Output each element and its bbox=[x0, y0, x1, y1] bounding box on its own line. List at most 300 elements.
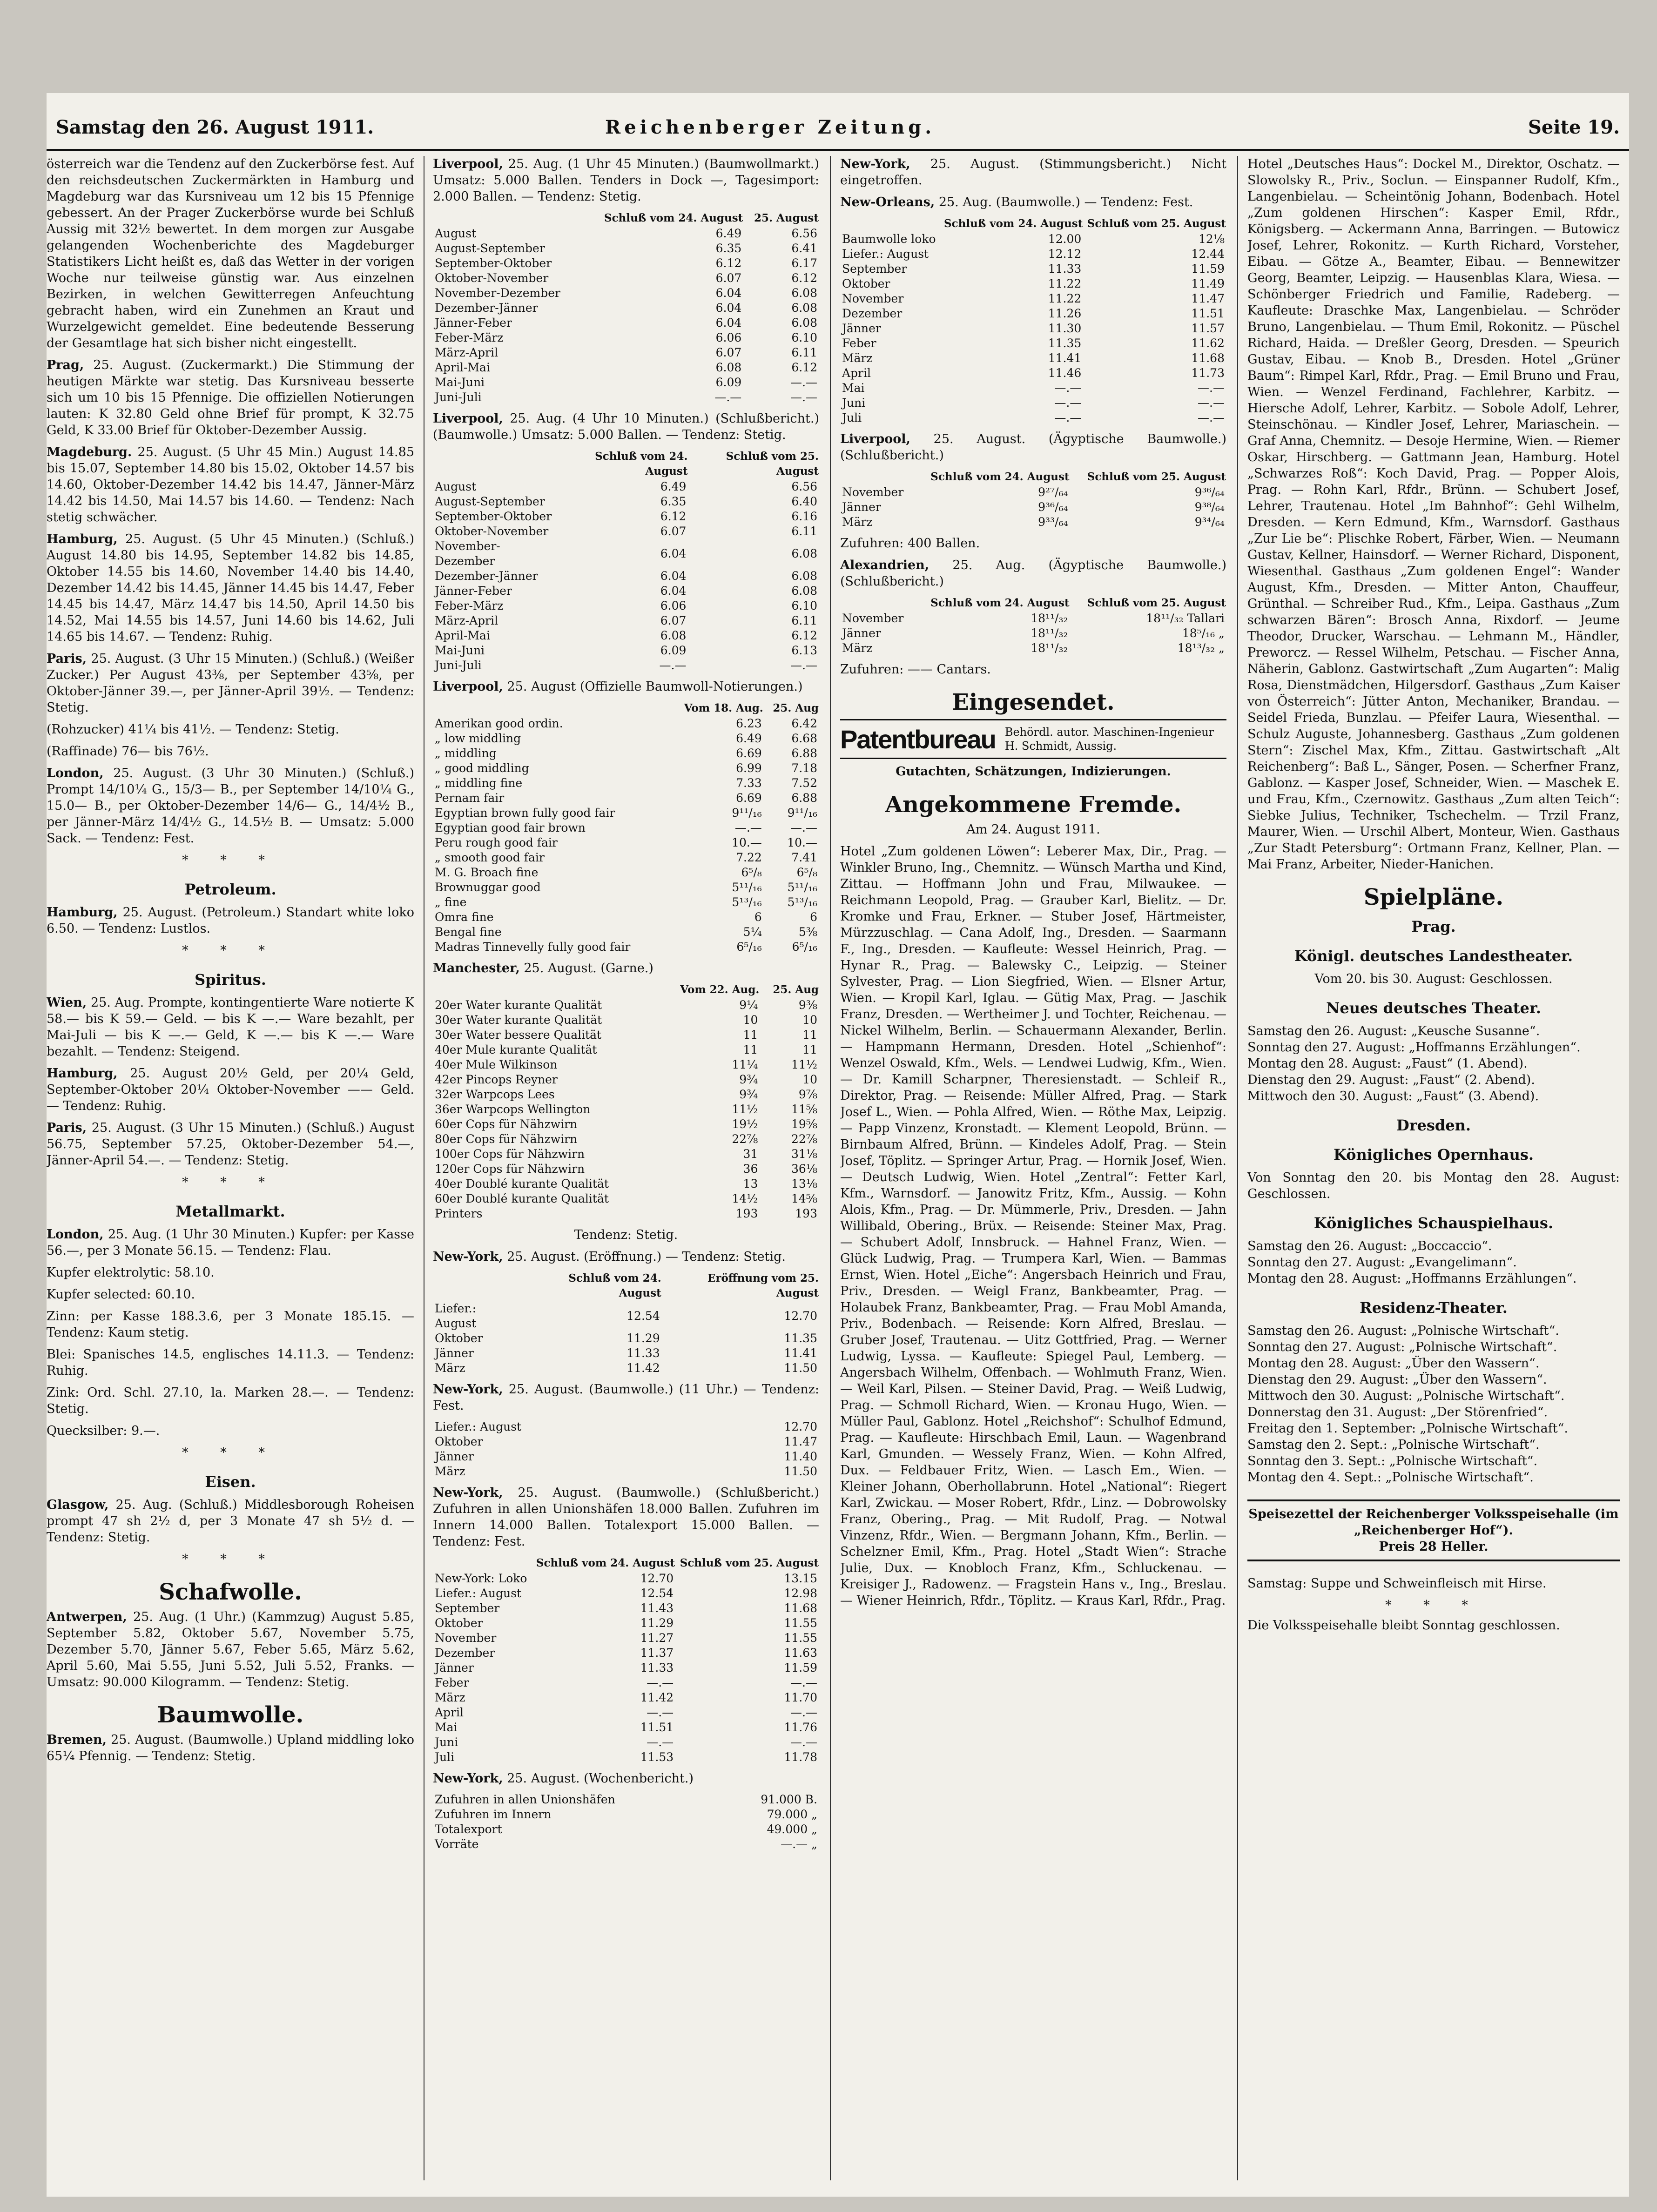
fremde-list-continued: Hotel „Deutsches Haus“: Dockel M., Direktor, Oschatz. — Slowolsky R., Priv., Soclun. — Einspanner Rudolf, Kfm., Langenbielau. — Scheintönig Johann, Bodenbach. Hotel „Zum goldenen Hirschen“: Kasper Emil, Rfdr., Königsberg. — Ackermann Anna, Barringen. — Butowicz Josef, Lehrer, Rokonitz. — Kurth Richard, Vorsteher, Eibau. — Götze A., Beamter, Eibau. — Bennewitzer Georg, Beamter, Leipzig. — Hausenblas Klara, Wiesa. — Schönberger Friedrich und Familie, Radeberg. — Kaufleute: Draschke Max, Langenbielau. — Schröder Bruno, Langenbielau. — Thum Emil, Rokonitz. — Püschel Richard, Haida. — Dreßler Georg, Dresden. — Speurich Gustav, Eibau. — Knob B., Dresden. Hotel „Grüner Baum“: Rimpel Karl, Rfdr., Prag. — Emil Bruno und Frau, Wien. — Wenzel Ferdinand, Fachlehrer, Karbitz. — Hiersche Adolf, Lehrer, Karbitz. — Sobole Adolf, Lehrer, Steinschönau. — Kindler Josef, Lehrer, Mariaschein. — Graf Anna, Chemnitz. — Desoje Hermine, Wien. — Riemer Oskar, Hirschberg. — Gattmann Jean, Hamburg. Hotel „Schwarzes Roß“: Koch David, Prag. — Popper Alois, Prag. — Rohn Karl, Rfdr., Brünn. — Schubert Josef, Lehrer, Trautenau. Hotel „Im Bahnhof“: Gehl Wilhelm, Dresden. — Kern Edmund, Kfm., Warnsdorf. Gasthaus „Zur Lie be“: Plischke Robert, Färber, Wien. — Neumann Gustav, Kellner, Hainsdorf. — Werner Richard, Disponent, Wiesenthal. Gasthaus „Zum goldenen Engel“: Wander August, Kfm., Dresden. — Mitter Anton, Chauffeur, Grünthal. — Schreiber Rud., Kfm., Leipa. Gasthaus „Zum schwarzen Bären“: Brosch Anna, Rixdorf. — Jeume Theodor, Drucker, Warschau. — Lehmann M., Händler, Preworcz. — Ressel Wilhelm, Petschau. — Fischer Anna, Näherin, Gablonz. Gastwirtschaft „Zum Augarten“: Malig Rosa, Dienstmädchen, Hilgersdorf. Gasthaus „Zum Kaiser von Österreich“: Jütter Anton, Mechaniker, Brandau. — Seidel Frieda, Bunzlau. — Pfeifer Laura, Wiesenthal. — Schulz Auguste, Johannesberg. Gasthaus „Zum goldenen Stern“: Zischel Max, Kfm., Zittau. Gastwirtschaft „Alt Reichenberg“: Baß L., Sänger, Posen. — Scherfner Franz, Gablonz. — Kasper Josef, Schneider, Wien. — Maschek E. und Frau, Kfm., Czernowitz. Gasthaus „Zum alten Teich“: Siebke Julius, Techniker, Tschechelm. — Trzil Franz, Maurer, Wien. — Urschil Albert, Monteur, Wien. Gasthaus „Zur Stadt Petersburg“: Ortmann Franz, Kellner, Plan. — Mai Franz, Arbeiter, Nieder-Hanichen. bbox=[1247, 157, 1620, 872]
table-row bbox=[433, 1690, 819, 1705]
row-label: August bbox=[435, 227, 477, 240]
row-value: 6.04 bbox=[660, 547, 687, 560]
table-row bbox=[433, 390, 819, 405]
table-row bbox=[433, 746, 819, 761]
patent-ad-text: Behördl. autor. Maschinen-Ingenieur H. Schmidt, Aussig. bbox=[1004, 726, 1214, 753]
table-row bbox=[433, 850, 819, 865]
separator-stars: * * * bbox=[182, 853, 279, 867]
table-row bbox=[433, 925, 819, 940]
table-row bbox=[433, 271, 819, 286]
row-value: 11.43 bbox=[640, 1601, 674, 1615]
row-label: Oktober-November bbox=[435, 271, 549, 285]
place-name: Paris, bbox=[47, 652, 87, 666]
row-label: Feber bbox=[435, 1676, 469, 1689]
row-value: 6.08 bbox=[791, 316, 817, 329]
table-newyork-3: Schluß vom 24. August Schluß vom 25. August New-York: Loko 12.70 13.15 Liefer.: August 12.54 12.98 September 11.43 11.68 Oktober 11.29 11.55 November 11.27 11.55 Dezember 11.37 11.63 Jänner 11.33 11.59 Feber —.— —.— März 11.42 11.70 April —.— —.— Mai 11.51 11.76 Juni —.— —.— Juli 11.53 11.78 bbox=[433, 1555, 819, 1765]
row-value: 11.50 bbox=[784, 1465, 817, 1478]
row-value: 11.57 bbox=[1191, 322, 1225, 335]
report-newyork-4: New-York, 25. August. (Wochenbericht.) bbox=[433, 1771, 694, 1786]
row-value: 5⅜ bbox=[798, 925, 817, 939]
row-label: „ low middling bbox=[435, 732, 521, 745]
schedule-line: Mittwoch den 30. August: „Polnische Wirtschaft“. bbox=[1247, 1389, 1565, 1403]
section-schafwolle: Schafwolle. bbox=[159, 1579, 302, 1605]
header-paper-title: Reichenberger Zeitung. bbox=[605, 116, 936, 138]
row-value: 11.46 bbox=[1048, 366, 1082, 380]
column-3 bbox=[840, 156, 1226, 2180]
row-value: 12.12 bbox=[1048, 247, 1082, 261]
table-row bbox=[433, 1735, 819, 1750]
row-label: Baumwolle loko bbox=[842, 232, 936, 246]
row-value: 11.70 bbox=[784, 1691, 817, 1704]
row-label: November-Dezember bbox=[435, 286, 561, 300]
row-value: 12.54 bbox=[626, 1309, 660, 1323]
row-label: Dezember bbox=[842, 307, 903, 320]
report-manchester: Manchester, 25. August. (Garne.) bbox=[433, 961, 653, 975]
row-label: September-Oktober bbox=[435, 256, 552, 270]
row-label: Dezember-Jänner bbox=[435, 569, 538, 583]
table-row bbox=[433, 360, 819, 375]
row-value: 11.47 bbox=[1191, 292, 1225, 305]
table-row bbox=[433, 910, 819, 925]
table-row bbox=[840, 321, 1226, 336]
row-value: 79.000 „ bbox=[767, 1808, 817, 1821]
row-label: November bbox=[435, 1631, 497, 1645]
row-value: 6 bbox=[754, 910, 762, 924]
table-row bbox=[433, 226, 819, 241]
report-hamburg-petroleum: Hamburg, 25. August. (Petroleum.) Standart white loko 6.50. — Tendenz: Lustlos. bbox=[47, 905, 414, 936]
row-value: 19½ bbox=[732, 1117, 758, 1131]
row-value: 6.40 bbox=[791, 495, 817, 508]
row-value: 6.08 bbox=[715, 361, 742, 374]
row-value: 11.47 bbox=[784, 1435, 817, 1448]
table-row bbox=[433, 1807, 819, 1822]
row-value: 6 bbox=[810, 910, 817, 924]
row-value: 6⁵/₁₆ bbox=[736, 940, 762, 954]
place-name: Paris, bbox=[47, 1121, 87, 1135]
table-row bbox=[433, 1042, 819, 1057]
report-liverpool-2: Liverpool, 25. Aug. (4 Uhr 10 Minuten.) (Schlußbericht.) (Baumwolle.) Umsatz: 5.000 Ballen. — Tendenz: Stetig. bbox=[433, 411, 819, 442]
row-value: —.— bbox=[1054, 411, 1082, 424]
report-magdeburg: Magdeburg. 25. August. (5 Uhr 45 Min.) August 14.85 bis 15.07, September 14.80 bis 15.02, Oktober 14.57 bis 14.60, Oktober-Dezember 14.42 bis 14.47, Jänner-März 14.42 bis 14.50, Mai 14.57 bis 14.60. — Tendenz: Nach stetig schwächer. bbox=[47, 445, 414, 524]
row-value: 6.42 bbox=[791, 717, 817, 730]
column-divider bbox=[830, 156, 831, 2180]
place-name: Glasgow, bbox=[47, 1498, 109, 1512]
row-value: 11 bbox=[743, 1043, 758, 1056]
row-value: 18⁵/₁₆ „ bbox=[1182, 626, 1225, 640]
row-value: 10 bbox=[802, 1073, 817, 1086]
row-label: Jänner-Feber bbox=[435, 316, 512, 329]
row-value: 6.09 bbox=[660, 644, 687, 657]
row-label: Juni bbox=[842, 396, 866, 410]
volksspeisehalle-box bbox=[1247, 1499, 1620, 1561]
report-liverpool-3: Liverpool, 25. August (Offizielle Baumwoll-Notierungen.) bbox=[433, 679, 803, 694]
table-row bbox=[433, 1586, 819, 1601]
table-row bbox=[433, 256, 819, 271]
section-spiritus: Spiritus. bbox=[195, 971, 266, 988]
row-label: 40er Mule Wilkinson bbox=[435, 1058, 558, 1071]
row-label: Vorräte bbox=[435, 1837, 479, 1851]
row-label: 60er Doublé kurante Qualität bbox=[435, 1192, 609, 1205]
row-label: September bbox=[842, 262, 907, 276]
table-row bbox=[433, 1661, 819, 1675]
row-value: 10.— bbox=[787, 836, 817, 849]
row-label: November bbox=[842, 292, 904, 305]
table-row bbox=[433, 1132, 819, 1147]
table-row bbox=[840, 366, 1226, 381]
table-row bbox=[433, 598, 819, 613]
row-value: 11.29 bbox=[640, 1616, 674, 1630]
row-value: 5¹¹/₁₆ bbox=[732, 881, 762, 894]
table-row bbox=[433, 1646, 819, 1661]
report-hamburg: Hamburg, 25. August. (5 Uhr 45 Minuten.) (Schluß.) August 14.80 bis 14.95, September 14.82 bis 14.85, Oktober 14.55 bis 14.60, November 14.40 bis 14.40, Dezember 14.42 bis 14.45, Jänner 14.45 bis 14.47, Feber 14.45 bis 14.47, März 14.47 bis 14.50, April 14.50 bis 14.52, Mai 14.55 bis 14.57, Juni 14.60 bis 14.62, Juli 14.65 bis 14.67. — Tendenz: Ruhig. bbox=[47, 532, 414, 644]
row-value: 11.41 bbox=[784, 1346, 817, 1360]
section-eisen: Eisen. bbox=[205, 1473, 256, 1491]
table-newyork-2 bbox=[433, 1419, 819, 1479]
place-name: Hamburg, bbox=[47, 905, 118, 920]
table-row bbox=[433, 494, 819, 509]
row-value: 11.53 bbox=[640, 1750, 674, 1764]
row-label: Jänner-Feber bbox=[435, 584, 512, 598]
row-value: 36⅛ bbox=[791, 1162, 817, 1176]
row-value: 18¹¹/₃₂ bbox=[1031, 626, 1068, 640]
row-value: 11.68 bbox=[1191, 351, 1225, 365]
row-label: Bengal fine bbox=[435, 925, 502, 939]
table-row bbox=[840, 306, 1226, 321]
row-value: 9¹¹/₁₆ bbox=[732, 806, 762, 820]
row-value: 11.42 bbox=[640, 1691, 674, 1704]
row-value: 12.44 bbox=[1191, 247, 1225, 261]
report-wien: Wien, 25. Aug. Prompte, kontingentierte Ware notierte K 58.— bis K 59.— Geld. — bis K —.— Ware bezahlt, per Mai-Juli — bis K —.— Geld, K —.— bis K —.— Ware bezahlt. — Tendenz: Steigend. bbox=[47, 995, 414, 1059]
column-divider bbox=[1237, 156, 1238, 2180]
row-label: März bbox=[842, 641, 873, 655]
row-label: 32er Warpcops Lees bbox=[435, 1088, 555, 1101]
row-value: 6.41 bbox=[791, 242, 817, 255]
place-name: Hamburg, bbox=[47, 532, 118, 546]
row-value: 11.68 bbox=[784, 1601, 817, 1615]
report-newyork-2: New-York, 25. August. (Baumwolle.) (11 Uhr.) — Tendenz: Fest. bbox=[433, 1382, 819, 1413]
row-label: 42er Pincops Reyner bbox=[435, 1073, 558, 1086]
row-value: 6.07 bbox=[715, 271, 742, 285]
table-row bbox=[433, 806, 819, 820]
row-label: März-April bbox=[435, 614, 498, 627]
table-row bbox=[433, 509, 819, 524]
row-label: 30er Water bessere Qualität bbox=[435, 1028, 602, 1042]
table-row bbox=[433, 761, 819, 776]
row-value: 6.06 bbox=[715, 331, 742, 344]
row-value: 9³⁸/₆₄ bbox=[1194, 500, 1225, 514]
table-row bbox=[433, 1301, 819, 1331]
theater-opernhaus: Königliches Opernhaus. bbox=[1334, 1146, 1534, 1163]
table-row bbox=[840, 641, 1226, 656]
row-label: Juli bbox=[842, 411, 862, 424]
row-value: 11 bbox=[802, 1028, 817, 1042]
row-value: 11.40 bbox=[784, 1450, 817, 1463]
table-row bbox=[433, 880, 819, 895]
row-value: 9⅜ bbox=[798, 998, 817, 1012]
table-row bbox=[433, 1331, 819, 1346]
row-value: 9¾ bbox=[739, 1073, 758, 1086]
row-value: 6.04 bbox=[715, 301, 742, 315]
table-row bbox=[433, 1147, 819, 1162]
table-row bbox=[433, 731, 819, 746]
table-row bbox=[840, 232, 1226, 247]
table-row bbox=[840, 291, 1226, 306]
row-value: 6⁵/₈ bbox=[796, 866, 817, 879]
table-row bbox=[433, 1434, 819, 1449]
row-value: 11.29 bbox=[626, 1331, 660, 1345]
row-label: Printers bbox=[435, 1207, 483, 1220]
row-label: Mai bbox=[435, 1721, 458, 1734]
report-paris-spiritus: Paris, 25. August. (3 Uhr 15 Minuten.) (Schluß.) August 56.75, September 57.25, Oktober-Dezember 54.—, Jänner-April 54.—. — Tendenz: Stetig. bbox=[47, 1121, 414, 1168]
row-value: —.— bbox=[647, 1706, 674, 1719]
table-row bbox=[433, 1206, 819, 1221]
report-london: London, 25. August. (3 Uhr 30 Minuten.) (Schluß.) Prompt 14/10¼ G., 15/3— B., per September 14/10¼ G., 15.0— B., per Oktober-Dezember 14/6— G., 14/4½ B., per Jänner-März 14/4½ G., 14.5½ B. — Umsatz: 5.000 Sack. — Tendenz: Fest. bbox=[47, 766, 414, 846]
row-value: 6.08 bbox=[791, 301, 817, 315]
row-value: 14½ bbox=[732, 1192, 758, 1205]
schedule-line: Sonntag den 3. Sept.: „Polnische Wirtschaft“. bbox=[1247, 1454, 1538, 1468]
row-value: 9¾ bbox=[739, 1088, 758, 1101]
row-label: Jänner bbox=[842, 626, 881, 640]
row-value: 11.27 bbox=[640, 1631, 674, 1645]
row-value: 11.33 bbox=[640, 1661, 674, 1674]
schedule-line: Samstag den 2. Sept.: „Polnische Wirtschaft“. bbox=[1247, 1438, 1540, 1452]
row-value: 14⅝ bbox=[791, 1192, 817, 1205]
row-value: 6.13 bbox=[791, 644, 817, 657]
row-label: Juli bbox=[435, 1750, 455, 1764]
report-liverpool-egypt: Liverpool, 25. August. (Ägyptische Baumwolle.) (Schlußbericht.) bbox=[840, 432, 1226, 463]
table-alexandrien: Schluß vom 24. August Schluß vom 25. August November 18¹¹/₃₂ 18¹¹/₃₂ Tallari Jänner 18¹¹/₃₂ 18⁵/₁₆ „ März 18¹¹/₃₂ 18¹³/₃₂ „ bbox=[840, 595, 1226, 656]
row-label: November bbox=[842, 612, 904, 625]
row-value: —.— bbox=[790, 1706, 817, 1719]
table-row bbox=[433, 1177, 819, 1191]
row-value: 193 bbox=[795, 1207, 817, 1220]
speisezettel-schluss: Die Volksspeisehalle bleibt Sonntag geschlossen. bbox=[1247, 1618, 1560, 1633]
row-value: —.— „ bbox=[781, 1837, 817, 1851]
row-label: Amerikan good ordin. bbox=[435, 717, 563, 730]
place-name: New-York, bbox=[433, 1486, 503, 1500]
table-row bbox=[840, 351, 1226, 366]
row-value: 6.12 bbox=[791, 361, 817, 374]
place-name: Hamburg, bbox=[47, 1066, 118, 1081]
row-label: Jänner bbox=[435, 1346, 474, 1360]
row-value: 22⅞ bbox=[791, 1132, 817, 1146]
table-row bbox=[433, 1072, 819, 1087]
row-value: 10.— bbox=[732, 836, 762, 849]
table-row bbox=[433, 643, 819, 658]
row-value: 10 bbox=[802, 1013, 817, 1027]
row-value: 6.12 bbox=[660, 510, 687, 523]
row-value: 31⅛ bbox=[791, 1147, 817, 1161]
speisezettel-samstag: Samstag: Suppe und Schweinfleisch mit Hirse. bbox=[1247, 1576, 1547, 1591]
row-value: 12⅛ bbox=[1198, 232, 1225, 246]
table-row bbox=[433, 658, 819, 673]
schedule-neues-deutsches bbox=[1247, 1023, 1620, 1104]
table-row bbox=[433, 569, 819, 584]
place-name: Bremen, bbox=[47, 1733, 107, 1747]
row-value: 7.22 bbox=[736, 851, 762, 864]
row-label: Jänner bbox=[435, 1661, 474, 1674]
row-value: —.— bbox=[1198, 381, 1225, 395]
zinn: Zinn: per Kasse 188.3.6, per 3 Monate 185.15. — Tendenz: Kaum stetig. bbox=[47, 1309, 414, 1340]
theater-landestheater: Königl. deutsches Landestheater. bbox=[1294, 947, 1573, 965]
place-name: Magdeburg. bbox=[47, 445, 132, 459]
table-row bbox=[433, 1601, 819, 1616]
separator-stars: * * * bbox=[182, 1552, 279, 1567]
row-label: Oktober bbox=[435, 1435, 483, 1448]
separator-stars: * * * bbox=[182, 943, 279, 958]
row-value: 91.000 B. bbox=[761, 1793, 817, 1806]
fremde-date: Am 24. August 1911. bbox=[966, 822, 1100, 837]
schedule-schauspielhaus bbox=[1247, 1238, 1620, 1287]
page-header bbox=[47, 112, 1629, 149]
row-value: 6.69 bbox=[736, 746, 762, 760]
table-row bbox=[433, 1102, 819, 1117]
row-value: —.— bbox=[659, 659, 687, 672]
row-label: März bbox=[435, 1691, 465, 1704]
row-value: 6.99 bbox=[736, 761, 762, 775]
table-liverpool-egypt: Schluß vom 24. August Schluß vom 25. August November 9²⁷/₆₄ 9³⁶/₆₄ Jänner 9³⁶/₆₄ 9³⁸/₆₄ März 9³³/₆₄ 9³⁴/₆₄ bbox=[840, 469, 1226, 530]
row-value: 11.76 bbox=[784, 1721, 817, 1734]
report-alexandrien: Alexandrien, 25. Aug. (Ägyptische Baumwolle.) (Schlußbericht.) bbox=[840, 558, 1226, 589]
row-value: 11.78 bbox=[784, 1750, 817, 1764]
table-row bbox=[433, 345, 819, 360]
row-label: Feber-März bbox=[435, 599, 504, 612]
row-value: 9³³/₆₄ bbox=[1038, 515, 1068, 529]
newspaper-page bbox=[47, 93, 1629, 2197]
row-value: 6.49 bbox=[660, 480, 687, 493]
report-hamburg-spiritus: Hamburg, 25. August 20½ Geld, per 20¼ Geld, September-Oktober 20¼ Oktober-November —— Geld. — Tendenz: Ruhig. bbox=[47, 1066, 414, 1113]
row-label: November bbox=[842, 485, 904, 499]
row-label: 80er Cops für Nähzwirn bbox=[435, 1132, 578, 1146]
table-row bbox=[433, 895, 819, 910]
row-value: —.— bbox=[1198, 411, 1225, 424]
row-value: 9¹¹/₁₆ bbox=[787, 806, 817, 820]
row-label: November-Dezember bbox=[435, 539, 500, 568]
separator-stars: * * * bbox=[182, 1446, 279, 1460]
row-value: 6.08 bbox=[660, 629, 687, 642]
row-value: —.— bbox=[790, 376, 817, 389]
table-row bbox=[433, 1028, 819, 1042]
row-value: 7.33 bbox=[736, 776, 762, 790]
column-2 bbox=[433, 156, 819, 2180]
row-value: 6.08 bbox=[791, 547, 817, 560]
place-name: Manchester, bbox=[433, 961, 520, 975]
row-label: September bbox=[435, 1601, 500, 1615]
row-value: 6.04 bbox=[715, 286, 742, 300]
place-name: New-York, bbox=[433, 1771, 503, 1786]
row-value: 12.54 bbox=[640, 1587, 674, 1600]
row-label: 60er Cops für Nähzwirn bbox=[435, 1117, 578, 1131]
report-paris-raffinade: (Raffinade) 76— bis 76½. bbox=[47, 744, 209, 759]
section-metallmarkt: Metallmarkt. bbox=[175, 1203, 285, 1220]
table-row bbox=[433, 1117, 819, 1132]
patent-ad-services: Gutachten, Schätzungen, Indizierungen. bbox=[896, 765, 1171, 779]
table-row bbox=[433, 584, 819, 598]
row-label: März-April bbox=[435, 346, 498, 359]
row-value: 11.55 bbox=[784, 1631, 817, 1645]
schedule-line: Montag den 28. August: „Über den Wassern“. bbox=[1247, 1356, 1540, 1371]
place-name: Liverpool, bbox=[433, 411, 503, 426]
row-value: 11.50 bbox=[784, 1361, 817, 1375]
row-label: New-York: Loko bbox=[435, 1572, 527, 1585]
place-name: Antwerpen, bbox=[47, 1610, 127, 1624]
table-row bbox=[840, 262, 1226, 276]
table-row bbox=[840, 276, 1226, 291]
table-row bbox=[840, 626, 1226, 641]
row-value: 12.98 bbox=[784, 1587, 817, 1600]
row-value: 11 bbox=[743, 1028, 758, 1042]
row-label: April bbox=[842, 366, 871, 380]
row-label: Madras Tinnevelly fully good fair bbox=[435, 940, 631, 954]
table-row bbox=[433, 865, 819, 880]
row-value: 6.23 bbox=[736, 717, 762, 730]
row-value: 11.63 bbox=[784, 1646, 817, 1660]
table-liverpool-2: Schluß vom 24. August Schluß vom 25. August August 6.49 6.56 August-September 6.35 6.40 September-Oktober 6.12 6.16 Oktober-November 6.07 6.11 November-Dezember 6.04 6.08 Dezember-Jänner 6.04 6.08 Jänner-Feber 6.04 6.08 Feber-März 6.06 6.10 März-April 6.07 6.11 April-Mai 6.08 6.12 Mai-Juni 6.09 6.13 Juni-Juli —.— —.— bbox=[433, 449, 819, 673]
table-row bbox=[433, 1057, 819, 1072]
table-row bbox=[433, 1419, 819, 1434]
schedule-line: Sonntag den 27. August: „Evangelimann“. bbox=[1247, 1255, 1517, 1270]
row-value: 19⅝ bbox=[791, 1117, 817, 1131]
fremde-list: Hotel „Zum goldenen Löwen“: Leberer Max, Dir., Prag. — Winkler Bruno, Ing., Chemnitz. — Wünsch Martha und Kind, Zittau. — Hoffmann John und Frau, Milwaukee. — Reichmann Leopold, Prag. — Grauber Karl, Bielitz. — Dr. Kromke und Frau, Erkner. — Stuber Josef, Härtmeister, Mürzzuschlag. — Cana Adolf, Ing., Dresden. — Saarmann F., Ing., Dresden. — Kaufleute: Wessel Heinrich, Prag. — Hynar R., Prag. — Balewsky C., Leipzig. — Steiner Sylvester, Prag. — Lion Siegfried, Wien. — Elsner Artur, Wien. — Kropil Karl, Iglau. — Gütig Max, Prag. — Jaschik Franz, Dresden. — Wertheimer J. und Tochter, Reichenau. — Nickel Wilhelm, Berlin. — Schauermann Alexander, Berlin. — Hampmann Hermann, Dresden. Hotel „Schienhof“: Wenzel Oswald, Kfm., Wels. — Lendwei Ludwig, Kfm., Wien. — Dr. Kamill Scharpner, Theresienstadt. — Schleif R., Direktor, Prag. — Reisende: Müller Alfred, Prag. — Stark Josef L., Wien. — Pohla Alfred, Wien. — Röthe Max, Leipzig. — Papp Vinzenz, Kronstadt. — Klement Leopold, Brünn. — Birnbaum Alfred, Brünn. — Kindeles Adolf, Prag. — Stein Josef, Töplitz. — Springer Artur, Prag. — Hornik Josef, Wien. — Deutsch Ludwig, Wien. Hotel „Zentral“: Fetter Karl, Kfm., Warnsdorf. — Janowitz Fritz, Kfm., Aussig. — Kohn Alois, Kfm., Prag. — Dr. Mümmerle, Priv., Dresden. — Jahn Willibald, Obering., Brüx. — Reisende: Steiner Max, Prag. — Schubert Adolf, Innsbruck. — Hahnel Franz, Wien. — Glück Ludwig, Prag. — Trumpera Karl, Wien. — Bammas Ernst, Wien. Hotel „Eiche“: Angersbach Heinrich und Frau, Priv., Dresden. — Weigl Franz, Bankbeamter, Prag. — Holaubek Franz, Bankbeamter, Prag. — Frau Mobl Amanda, Priv., Bodenbach. — Reisende: Korn Alfred, Breslau. — Gruber Josef, Trautenau. — Uitz Gottfried, Prag. — Werner Ludwig, Lyssa. — Kaufleute: Spiegel Paul, Lemberg. — Angersbach Wilhelm, Offenbach. — Wohlmuth Franz, Wien. — Weil Karl, Pilsen. — Steiner David, Prag. — Weiß Ludwig, Prag. — Schmoll Richard, Wien. — Kronau Hugo, Wien. — Müller Paul, Gablonz. Hotel „Reichshof“: Schulhof Edmund, Prag. — Kaufleute: Hirschbach Emil, Laun. — Wagenbrand Karl, Gmunden. — Wessely Franz, Wien. — Kohn Alfred, Dux. — Feldbauer Fritz, Wien. — Lasch Em., Wien. — Kleiner Johann, Oberhollabrunn. Hotel „National“: Riegert Karl, Zwickau. — Moser Robert, Rfdr., Linz. — Dobrowolsky Franz, Obering., Prag. — Mit Rudolf, Prag. — Notwal Vinzenz, Rfdr., Wien. — Bergmann Johann, Kfm., Berlin. — Schelzner Emil, Kfm., Prag. Hotel „Stadt Wien“: Strache Julie, Dux. — Knobloch Franz, Kfm., Schluckenau. — Kreisiger J., Radowenz. — Fragstein Hans v., Ing., Breslau. — Wiener Heinrich, Rfdr., Töplitz. — Kraus Karl, Rfdr., Prag. bbox=[840, 844, 1226, 1608]
table-row bbox=[433, 375, 819, 390]
row-value: 11.51 bbox=[1191, 307, 1225, 320]
place-name: New-York, bbox=[840, 157, 910, 171]
table-newyork-1: Schluß vom 24. August Eröffnung vom 25. August Liefer.: August 12.54 12.70 Oktober 11.29 11.35 Jänner 11.33 11.41 März 11.42 11.50 bbox=[433, 1271, 819, 1376]
row-value: 22⅞ bbox=[732, 1132, 758, 1146]
row-value: 18¹¹/₃₂ bbox=[1031, 612, 1068, 625]
row-value: —.— bbox=[647, 1676, 674, 1689]
place-name: New-Orleans, bbox=[840, 195, 935, 209]
schedule-line: Donnerstag den 31. August: „Der Störenfried“. bbox=[1247, 1405, 1548, 1419]
row-label: 30er Water kurante Qualität bbox=[435, 1013, 602, 1027]
row-label: Juni bbox=[435, 1735, 458, 1749]
row-value: 11.42 bbox=[626, 1361, 660, 1375]
row-value: 6.35 bbox=[660, 495, 687, 508]
table-row bbox=[433, 1631, 819, 1646]
theater-residenz: Residenz-Theater. bbox=[1360, 1299, 1508, 1317]
row-value: —.— bbox=[734, 821, 762, 834]
place-name: New-York, bbox=[433, 1250, 503, 1264]
table-row bbox=[840, 611, 1226, 626]
speisezettel-price: Preis 28 Heller. bbox=[1379, 1540, 1489, 1554]
row-label: „ fine bbox=[435, 895, 467, 909]
schedule-line: Dienstag den 29. August: „Faust“ (2. Abend). bbox=[1247, 1073, 1535, 1087]
row-label: Totalexport bbox=[435, 1822, 502, 1836]
row-value: 6.04 bbox=[660, 569, 687, 583]
schedule-line: Freitag den 1. September: „Polnische Wirtschaft“. bbox=[1247, 1421, 1568, 1436]
row-value: 11.49 bbox=[1191, 277, 1225, 290]
row-label: Jänner bbox=[842, 322, 881, 335]
table-row bbox=[433, 835, 819, 850]
row-label: 40er Mule kurante Qualität bbox=[435, 1043, 597, 1056]
row-value: 6.04 bbox=[715, 316, 742, 329]
row-label: August-September bbox=[435, 495, 545, 508]
row-value: 11 bbox=[802, 1043, 817, 1056]
table-row bbox=[433, 998, 819, 1013]
table-row bbox=[433, 716, 819, 731]
row-label: „ good middling bbox=[435, 761, 529, 775]
separator-stars: * * * bbox=[1385, 1598, 1482, 1613]
row-value: 11.73 bbox=[1191, 366, 1225, 380]
table-row bbox=[840, 515, 1226, 530]
liverpool-egypt-zufuhren: Zufuhren: 400 Ballen. bbox=[840, 536, 980, 551]
opernhaus-text: Von Sonntag den 20. bis Montag den 28. August: Geschlossen. bbox=[1247, 1170, 1620, 1201]
row-value: 11.35 bbox=[784, 1331, 817, 1345]
row-label: M. G. Broach fine bbox=[435, 866, 539, 879]
row-value: 11.35 bbox=[1048, 336, 1082, 350]
row-value: 6.16 bbox=[791, 510, 817, 523]
city-prag: Prag. bbox=[1411, 918, 1456, 935]
